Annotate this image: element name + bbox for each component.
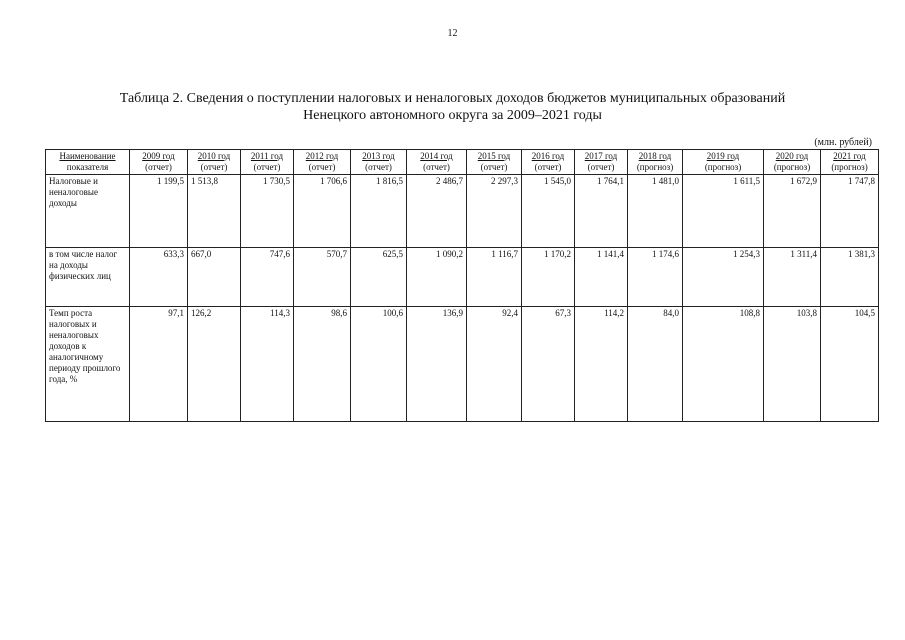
table-cell: 126,2 bbox=[188, 307, 241, 422]
column-header-line-2: (отчет) bbox=[145, 162, 172, 172]
table-cell: 1 816,5 bbox=[351, 175, 407, 248]
table-cell: 1 545,0 bbox=[522, 175, 575, 248]
table-cell: 84,0 bbox=[628, 307, 683, 422]
column-header-2018 bbox=[628, 150, 683, 175]
column-header-indicator bbox=[46, 150, 130, 175]
table-cell: 92,4 bbox=[467, 307, 522, 422]
row-label: в том числе налог на доходы физических лиц bbox=[46, 248, 130, 307]
table-cell: 667,0 bbox=[188, 248, 241, 307]
column-header-2021 bbox=[821, 150, 879, 175]
column-header-line-1: 2009 год bbox=[142, 151, 175, 161]
column-header-2014 bbox=[407, 150, 467, 175]
column-header-2017 bbox=[575, 150, 628, 175]
column-header-line-2: (прогноз) bbox=[831, 162, 868, 172]
table-title bbox=[0, 90, 905, 124]
table-cell: 67,3 bbox=[522, 307, 575, 422]
table-cell: 1 199,5 bbox=[130, 175, 188, 248]
column-header-line-1: 2019 год bbox=[706, 151, 740, 161]
column-header-2015 bbox=[467, 150, 522, 175]
table-cell: 1 513,8 bbox=[188, 175, 241, 248]
table-cell: 114,2 bbox=[575, 307, 628, 422]
column-header-line-2: (отчет) bbox=[200, 162, 228, 172]
column-header-2016 bbox=[522, 150, 575, 175]
column-header-line-1: 2021 год bbox=[833, 151, 866, 161]
table-cell: 1 381,3 bbox=[821, 248, 879, 307]
table-cell: 1 730,5 bbox=[241, 175, 294, 248]
column-header-line-2: (прогноз) bbox=[704, 162, 742, 172]
column-header-line-2: (отчет) bbox=[534, 162, 562, 172]
table-title-line-1: Таблица 2. Сведения о поступлении налоговых и неналоговых доходов бюджетов муниципальных образований bbox=[119, 91, 786, 106]
column-header-line-1: 2012 год bbox=[305, 151, 339, 161]
table-cell: 1 170,2 bbox=[522, 248, 575, 307]
table-cell: 104,5 bbox=[821, 307, 879, 422]
column-header-line-2: (отчет) bbox=[253, 162, 281, 172]
column-header-line-1: 2020 год bbox=[775, 151, 809, 161]
table-row-growth-rate bbox=[46, 307, 879, 422]
table-cell: 747,6 bbox=[241, 248, 294, 307]
table-cell: 136,9 bbox=[407, 307, 467, 422]
table-cell: 1 747,8 bbox=[821, 175, 879, 248]
table-title-line-2: Ненецкого автономного округа за 2009–2021 годы bbox=[303, 108, 602, 123]
row-label: Темп роста налоговых и неналоговых доходов к аналогичному периоду прошлого года, % bbox=[46, 307, 130, 422]
column-header-line-2: (прогноз) bbox=[773, 162, 811, 172]
table-cell: 114,3 bbox=[241, 307, 294, 422]
table-cell: 625,5 bbox=[351, 248, 407, 307]
table-cell: 1 764,1 bbox=[575, 175, 628, 248]
column-header-line-2: (отчет) bbox=[365, 162, 392, 172]
table-cell: 2 486,7 bbox=[407, 175, 467, 248]
table-row-tax-and-nontax-revenue bbox=[46, 175, 879, 248]
table-cell: 1 672,9 bbox=[764, 175, 821, 248]
column-header-2020 bbox=[764, 150, 821, 175]
column-header-line-1: 2017 год bbox=[584, 151, 618, 161]
column-header-line-2: (отчет) bbox=[308, 162, 336, 172]
table-cell: 100,6 bbox=[351, 307, 407, 422]
table-cell: 633,3 bbox=[130, 248, 188, 307]
column-header-line-1: 2016 год bbox=[531, 151, 565, 161]
table-cell: 1 090,2 bbox=[407, 248, 467, 307]
table-cell: 1 116,7 bbox=[467, 248, 522, 307]
table-cell: 1 174,6 bbox=[628, 248, 683, 307]
table-cell: 1 141,4 bbox=[575, 248, 628, 307]
table-cell: 1 254,3 bbox=[683, 248, 764, 307]
column-header-2009 bbox=[130, 150, 188, 175]
column-header-line-2: показателя bbox=[66, 162, 109, 172]
column-header-2011 bbox=[241, 150, 294, 175]
column-header-line-1: Наименование bbox=[59, 151, 116, 161]
column-header-line-2: (отчет) bbox=[587, 162, 615, 172]
column-header-line-1: 2018 год bbox=[638, 151, 672, 161]
table-cell: 108,8 bbox=[683, 307, 764, 422]
column-header-2012 bbox=[294, 150, 351, 175]
column-header-line-1: 2013 год bbox=[362, 151, 395, 161]
page-number: 12 bbox=[447, 28, 458, 39]
column-header-line-2: (отчет) bbox=[423, 162, 450, 172]
table-cell: 98,6 bbox=[294, 307, 351, 422]
header-row bbox=[46, 150, 879, 175]
row-label: Налоговые и неналоговые доходы bbox=[46, 175, 130, 248]
column-header-line-2: (прогноз) bbox=[636, 162, 674, 172]
column-header-line-1: 2011 год bbox=[250, 151, 284, 161]
column-header-2010 bbox=[188, 150, 241, 175]
table-cell: 570,7 bbox=[294, 248, 351, 307]
column-header-line-2: (отчет) bbox=[480, 162, 508, 172]
table-cell: 103,8 bbox=[764, 307, 821, 422]
table-cell: 1 311,4 bbox=[764, 248, 821, 307]
column-header-2013 bbox=[351, 150, 407, 175]
table-row-personal-income-tax bbox=[46, 248, 879, 307]
table-cell: 1 481,0 bbox=[628, 175, 683, 248]
revenue-table bbox=[45, 149, 879, 422]
column-header-line-1: 2015 год bbox=[477, 151, 511, 161]
table-cell: 2 297,3 bbox=[467, 175, 522, 248]
table-cell: 1 706,6 bbox=[294, 175, 351, 248]
column-header-line-1: 2010 год bbox=[197, 151, 231, 161]
units-label: (млн. рублей) bbox=[814, 137, 872, 148]
column-header-2019 bbox=[683, 150, 764, 175]
column-header-line-1: 2014 год bbox=[420, 151, 453, 161]
table-cell: 97,1 bbox=[130, 307, 188, 422]
table-cell: 1 611,5 bbox=[683, 175, 764, 248]
